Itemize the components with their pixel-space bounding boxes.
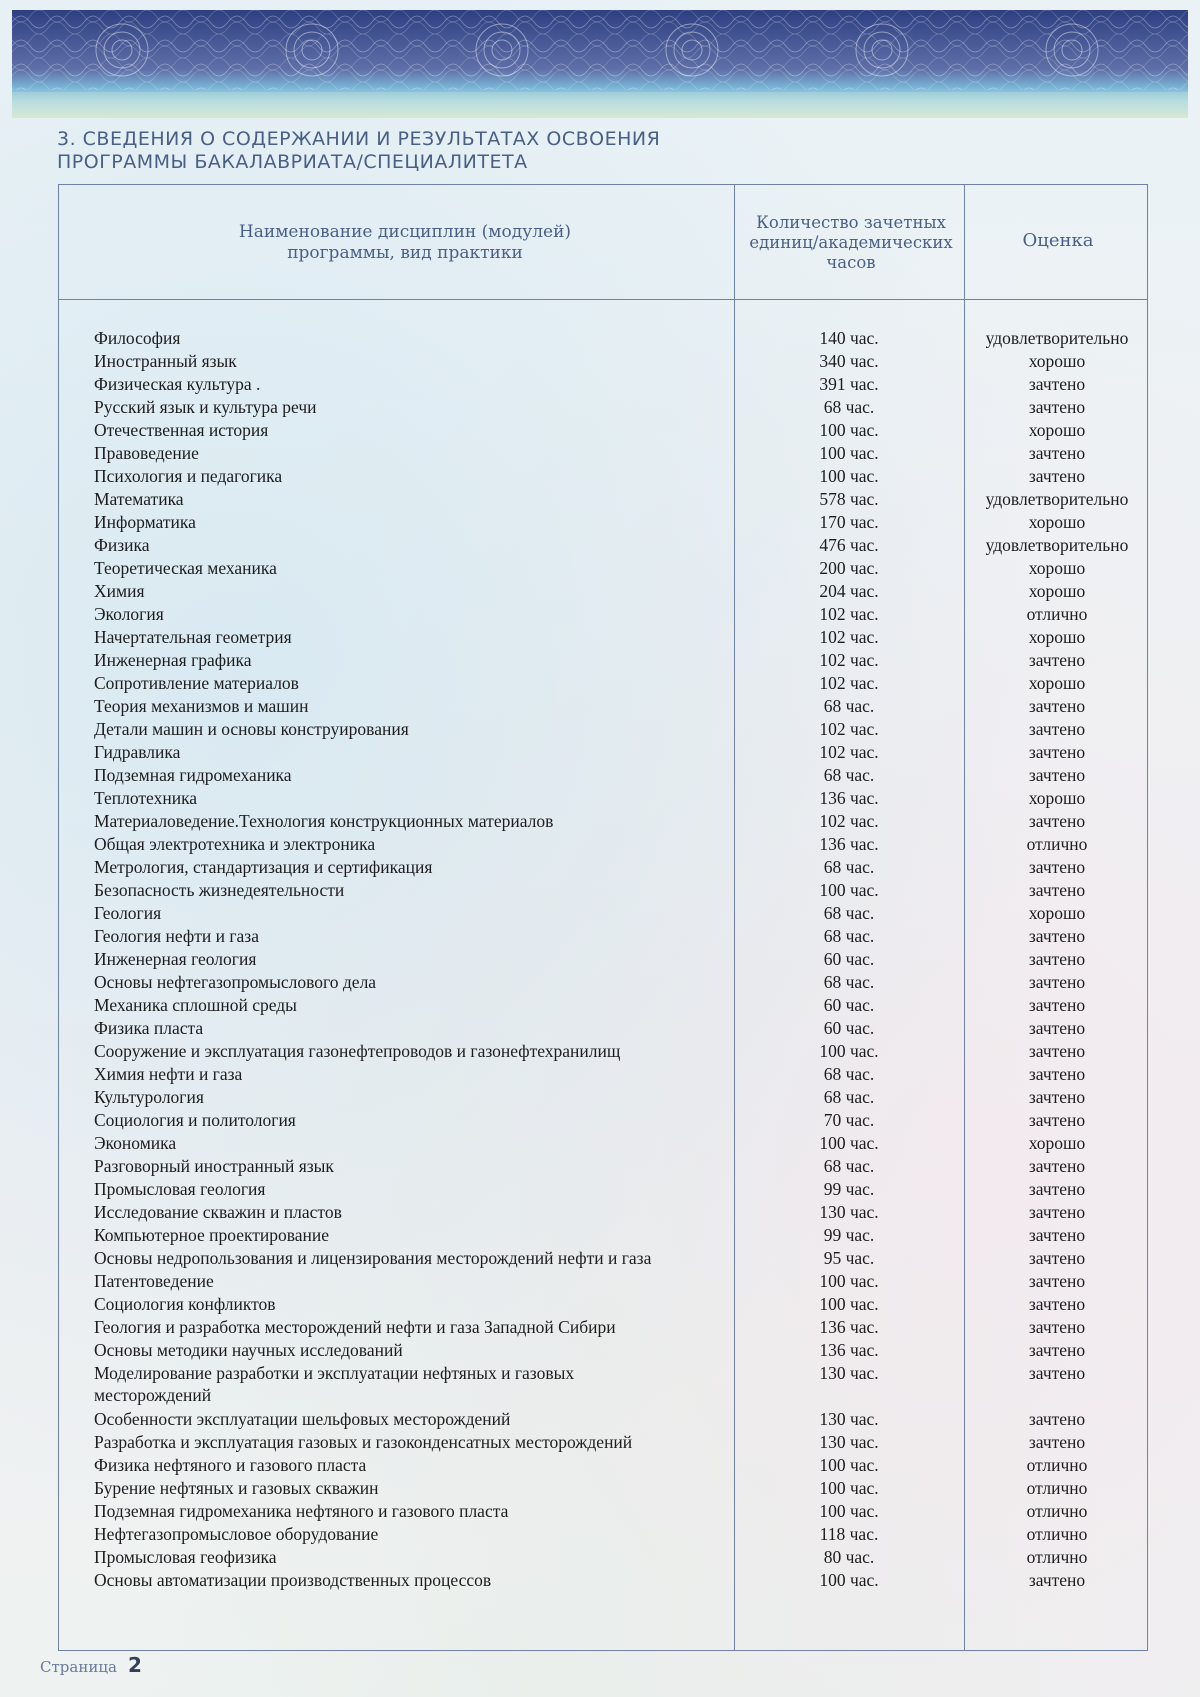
discipline-hours: 100 час. xyxy=(819,1294,879,1314)
discipline-name: Основы нефтегазопромыслового дела xyxy=(94,972,377,992)
discipline-name: Разработка и эксплуатация газовых и газоконденсатных месторождений xyxy=(94,1432,633,1452)
discipline-hours: 68 час. xyxy=(823,926,875,946)
discipline-hours: 68 час. xyxy=(823,857,875,877)
discipline-name: Отечественная история xyxy=(94,420,269,440)
discipline-grade: зачтено xyxy=(1028,1087,1086,1107)
header-discipline-line2: программы, вид практики xyxy=(287,243,523,263)
discipline-grade: зачтено xyxy=(1028,811,1086,831)
discipline-hours: 100 час. xyxy=(819,466,879,486)
discipline-name: Общая электротехника и электроника xyxy=(94,834,376,854)
discipline-grade: отлично xyxy=(1026,1547,1088,1567)
header-hours-line1: Количество зачетных xyxy=(756,213,946,232)
discipline-grade: удовлетворительно xyxy=(985,535,1129,555)
discipline-grade: зачтено xyxy=(1028,972,1086,992)
discipline-name: Метрология, стандартизация и сертификация xyxy=(94,857,433,877)
discipline-hours: 68 час. xyxy=(823,696,875,716)
discipline-name: Правоведение xyxy=(94,443,199,463)
discipline-hours: 476 час. xyxy=(819,535,879,555)
discipline-name: Механика сплошной среды xyxy=(94,995,297,1015)
discipline-name: Геология нефти и газа xyxy=(94,926,259,946)
discipline-grade: зачтено xyxy=(1028,1018,1086,1038)
discipline-name: Основы недропользования и лицензирования месторождений нефти и газа xyxy=(94,1248,652,1268)
discipline-hours: 102 час. xyxy=(819,719,879,739)
discipline-hours: 130 час. xyxy=(819,1432,879,1452)
discipline-name: Гидравлика xyxy=(94,742,181,762)
header-grade: Оценка xyxy=(1022,230,1094,251)
discipline-hours: 60 час. xyxy=(823,949,875,969)
discipline-name: Промысловая геология xyxy=(94,1179,266,1199)
discipline-hours: 102 час. xyxy=(819,673,879,693)
discipline-hours: 100 час. xyxy=(819,1271,879,1291)
discipline-grade: зачтено xyxy=(1028,1202,1086,1222)
discipline-hours: 118 час. xyxy=(819,1524,879,1544)
discipline-hours: 60 час. xyxy=(823,995,875,1015)
discipline-name: Русский язык и культура речи xyxy=(94,397,317,417)
discipline-name: Информатика xyxy=(94,512,196,532)
discipline-grade: хорошо xyxy=(1028,420,1086,440)
discipline-grade: зачтено xyxy=(1028,466,1086,486)
discipline-hours: 136 час. xyxy=(819,788,879,808)
discipline-grade: зачтено xyxy=(1028,880,1086,900)
discipline-hours: 102 час. xyxy=(819,811,879,831)
discipline-grade: зачтено xyxy=(1028,1363,1086,1383)
discipline-hours: 68 час. xyxy=(823,1156,875,1176)
discipline-hours: 100 час. xyxy=(819,1570,879,1590)
discipline-grade: зачтено xyxy=(1028,742,1086,762)
discipline-name: Исследование скважин и пластов xyxy=(94,1202,342,1222)
discipline-hours: 100 час. xyxy=(819,1501,879,1521)
discipline-name: Инженерная графика xyxy=(94,650,252,670)
discipline-name: Нефтегазопромысловое оборудование xyxy=(94,1524,379,1544)
discipline-hours: 200 час. xyxy=(819,558,879,578)
discipline-grade: зачтено xyxy=(1028,374,1086,394)
discipline-name: Иностранный язык xyxy=(94,351,237,371)
discipline-grade: зачтено xyxy=(1028,1156,1086,1176)
discipline-grade: отлично xyxy=(1026,1455,1088,1475)
discipline-grade: зачтено xyxy=(1028,995,1086,1015)
discipline-grade: хорошо xyxy=(1028,558,1086,578)
discipline-name: Инженерная геология xyxy=(94,949,257,969)
discipline-name: Геология и разработка месторождений нефти и газа Западной Сибири xyxy=(94,1317,616,1337)
discipline-hours: 140 час. xyxy=(819,328,879,348)
discipline-hours: 68 час. xyxy=(823,1087,875,1107)
discipline-grade: хорошо xyxy=(1028,673,1086,693)
discipline-hours: 578 час. xyxy=(819,489,879,509)
header-hours-line2: единиц/академических xyxy=(749,233,953,252)
discipline-grade: зачтено xyxy=(1028,926,1086,946)
discipline-name: Химия нефти и газа xyxy=(94,1064,243,1084)
discipline-hours: 340 час. xyxy=(819,351,879,371)
discipline-name: Экология xyxy=(94,604,164,624)
discipline-hours: 70 час. xyxy=(823,1110,875,1130)
discipline-hours: 99 час. xyxy=(823,1225,875,1245)
discipline-grade: зачтено xyxy=(1028,397,1086,417)
discipline-grade: зачтено xyxy=(1028,1271,1086,1291)
discipline-name: Основы автоматизации производственных процессов xyxy=(94,1570,492,1590)
discipline-grade: хорошо xyxy=(1028,903,1086,923)
discipline-hours: 60 час. xyxy=(823,1018,875,1038)
discipline-grade: хорошо xyxy=(1028,351,1086,371)
discipline-grade: отлично xyxy=(1026,834,1088,854)
discipline-name: Культурология xyxy=(94,1087,204,1107)
discipline-grade: хорошо xyxy=(1028,512,1086,532)
discipline-grade: зачтено xyxy=(1028,1340,1086,1360)
discipline-hours: 95 час. xyxy=(823,1248,875,1268)
discipline-hours: 130 час. xyxy=(819,1202,879,1222)
discipline-name: Подземная гидромеханика xyxy=(94,765,292,785)
discipline-name: Экономика xyxy=(94,1133,177,1153)
discipline-hours: 68 час. xyxy=(823,765,875,785)
discipline-grade: зачтено xyxy=(1028,1110,1086,1130)
section-title-line2: ПРОГРАММЫ БАКАЛАВРИАТА/СПЕЦИАЛИТЕТА xyxy=(57,151,528,173)
discipline-name: Сопротивление материалов xyxy=(94,673,299,693)
discipline-grade: зачтено xyxy=(1028,650,1086,670)
discipline-grade: хорошо xyxy=(1028,581,1086,601)
discipline-name: Теплотехника xyxy=(94,788,198,808)
discipline-grade: удовлетворительно xyxy=(985,328,1129,348)
discipline-hours: 100 час. xyxy=(819,880,879,900)
discipline-hours: 102 час. xyxy=(819,742,879,762)
discipline-grade: зачтено xyxy=(1028,1570,1086,1590)
discipline-name: Материаловедение.Технология конструкционных материалов xyxy=(94,811,554,831)
discipline-hours: 100 час. xyxy=(819,1041,879,1061)
discipline-name: Геология xyxy=(94,903,162,923)
discipline-name: Химия xyxy=(94,581,145,601)
discipline-grade: отлично xyxy=(1026,1524,1088,1544)
discipline-grade: зачтено xyxy=(1028,1409,1086,1429)
discipline-hours: 100 час. xyxy=(819,1455,879,1475)
discipline-hours: 136 час. xyxy=(819,834,879,854)
discipline-name: Психология и педагогика xyxy=(94,466,283,486)
discipline-grade: зачтено xyxy=(1028,857,1086,877)
header-discipline-line1: Наименование дисциплин (модулей) xyxy=(238,222,572,242)
page-number: 2 xyxy=(128,1653,142,1677)
discipline-name: Социология и политология xyxy=(94,1110,296,1130)
discipline-name: Промысловая геофизика xyxy=(94,1547,277,1567)
discipline-hours: 100 час. xyxy=(819,443,879,463)
discipline-hours: 130 час. xyxy=(819,1409,879,1429)
discipline-hours: 136 час. xyxy=(819,1340,879,1360)
discipline-grade: зачтено xyxy=(1028,719,1086,739)
discipline-name: Сооружение и эксплуатация газонефтепроводов и газонефтехранилищ xyxy=(94,1041,621,1061)
discipline-name: Разговорный иностранный язык xyxy=(94,1156,334,1176)
discipline-grade: отлично xyxy=(1026,604,1088,624)
discipline-grade: зачтено xyxy=(1028,443,1086,463)
discipline-name: Начертательная геометрия xyxy=(94,627,292,647)
discipline-grade: зачтено xyxy=(1028,765,1086,785)
page-label: Страница xyxy=(40,1658,117,1676)
section-title-line1: 3. СВЕДЕНИЯ О СОДЕРЖАНИИ И РЕЗУЛЬТАТАХ ОСВОЕНИЯ xyxy=(57,128,661,150)
discipline-name: Бурение нефтяных и газовых скважин xyxy=(94,1478,379,1498)
discipline-name: Физика нефтяного и газового пласта xyxy=(94,1455,367,1475)
discipline-hours: 68 час. xyxy=(823,903,875,923)
discipline-grade: хорошо xyxy=(1028,627,1086,647)
discipline-name: Основы методики научных исследований xyxy=(94,1340,403,1360)
discipline-hours: 100 час. xyxy=(819,1478,879,1498)
discipline-name: Философия xyxy=(94,328,181,348)
discipline-grade: хорошо xyxy=(1028,788,1086,808)
discipline-hours: 68 час. xyxy=(823,1064,875,1084)
discipline-hours: 100 час. xyxy=(819,420,879,440)
discipline-grade: зачтено xyxy=(1028,1041,1086,1061)
discipline-grade: отлично xyxy=(1026,1478,1088,1498)
discipline-grade: отлично xyxy=(1026,1501,1088,1521)
discipline-grade: хорошо xyxy=(1028,1133,1086,1153)
discipline-hours: 102 час. xyxy=(819,650,879,670)
discipline-name: Физика пласта xyxy=(94,1018,204,1038)
discipline-grade: зачтено xyxy=(1028,1225,1086,1245)
discipline-name: Математика xyxy=(94,489,184,509)
discipline-grade: зачтено xyxy=(1028,1179,1086,1199)
discipline-hours: 100 час. xyxy=(819,1133,879,1153)
discipline-name: Безопасность жизнедеятельности xyxy=(94,880,345,900)
discipline-hours: 102 час. xyxy=(819,604,879,624)
discipline-name: Подземная гидромеханика нефтяного и газового пласта xyxy=(94,1501,509,1521)
discipline-hours: 68 час. xyxy=(823,397,875,417)
header-hours-line3: часов xyxy=(826,253,876,272)
discipline-name: Физическая культура . xyxy=(94,374,261,394)
discipline-grade: зачтено xyxy=(1028,949,1086,969)
discipline-hours: 391 час. xyxy=(819,374,879,394)
discipline-name: Патентоведение xyxy=(94,1271,214,1291)
discipline-name: Компьютерное проектирование xyxy=(94,1225,330,1245)
discipline-hours: 170 час. xyxy=(819,512,879,532)
discipline-hours: 102 час. xyxy=(819,627,879,647)
discipline-name: Детали машин и основы конструирования xyxy=(94,719,409,739)
discipline-grade: зачтено xyxy=(1028,1064,1086,1084)
discipline-grade: зачтено xyxy=(1028,696,1086,716)
discipline-grade: зачтено xyxy=(1028,1317,1086,1337)
discipline-name: Моделирование разработки и эксплуатации нефтяных и газовых месторождений xyxy=(94,1363,575,1405)
discipline-grade: зачтено xyxy=(1028,1294,1086,1314)
discipline-hours: 68 час. xyxy=(823,972,875,992)
discipline-name: Физика xyxy=(94,535,150,555)
discipline-hours: 204 час. xyxy=(819,581,879,601)
discipline-grade: зачтено xyxy=(1028,1432,1086,1452)
discipline-grade: зачтено xyxy=(1028,1248,1086,1268)
discipline-name: Теоретическая механика xyxy=(94,558,277,578)
discipline-hours: 136 час. xyxy=(819,1317,879,1337)
discipline-hours: 80 час. xyxy=(823,1547,875,1567)
discipline-grade: удовлетворительно xyxy=(985,489,1129,509)
discipline-hours: 130 час. xyxy=(819,1363,879,1383)
discipline-name: Теория механизмов и машин xyxy=(94,696,309,716)
discipline-name: Особенности эксплуатации шельфовых месторождений xyxy=(94,1409,511,1429)
discipline-hours: 99 час. xyxy=(823,1179,875,1199)
discipline-name: Социология конфликтов xyxy=(94,1294,276,1314)
